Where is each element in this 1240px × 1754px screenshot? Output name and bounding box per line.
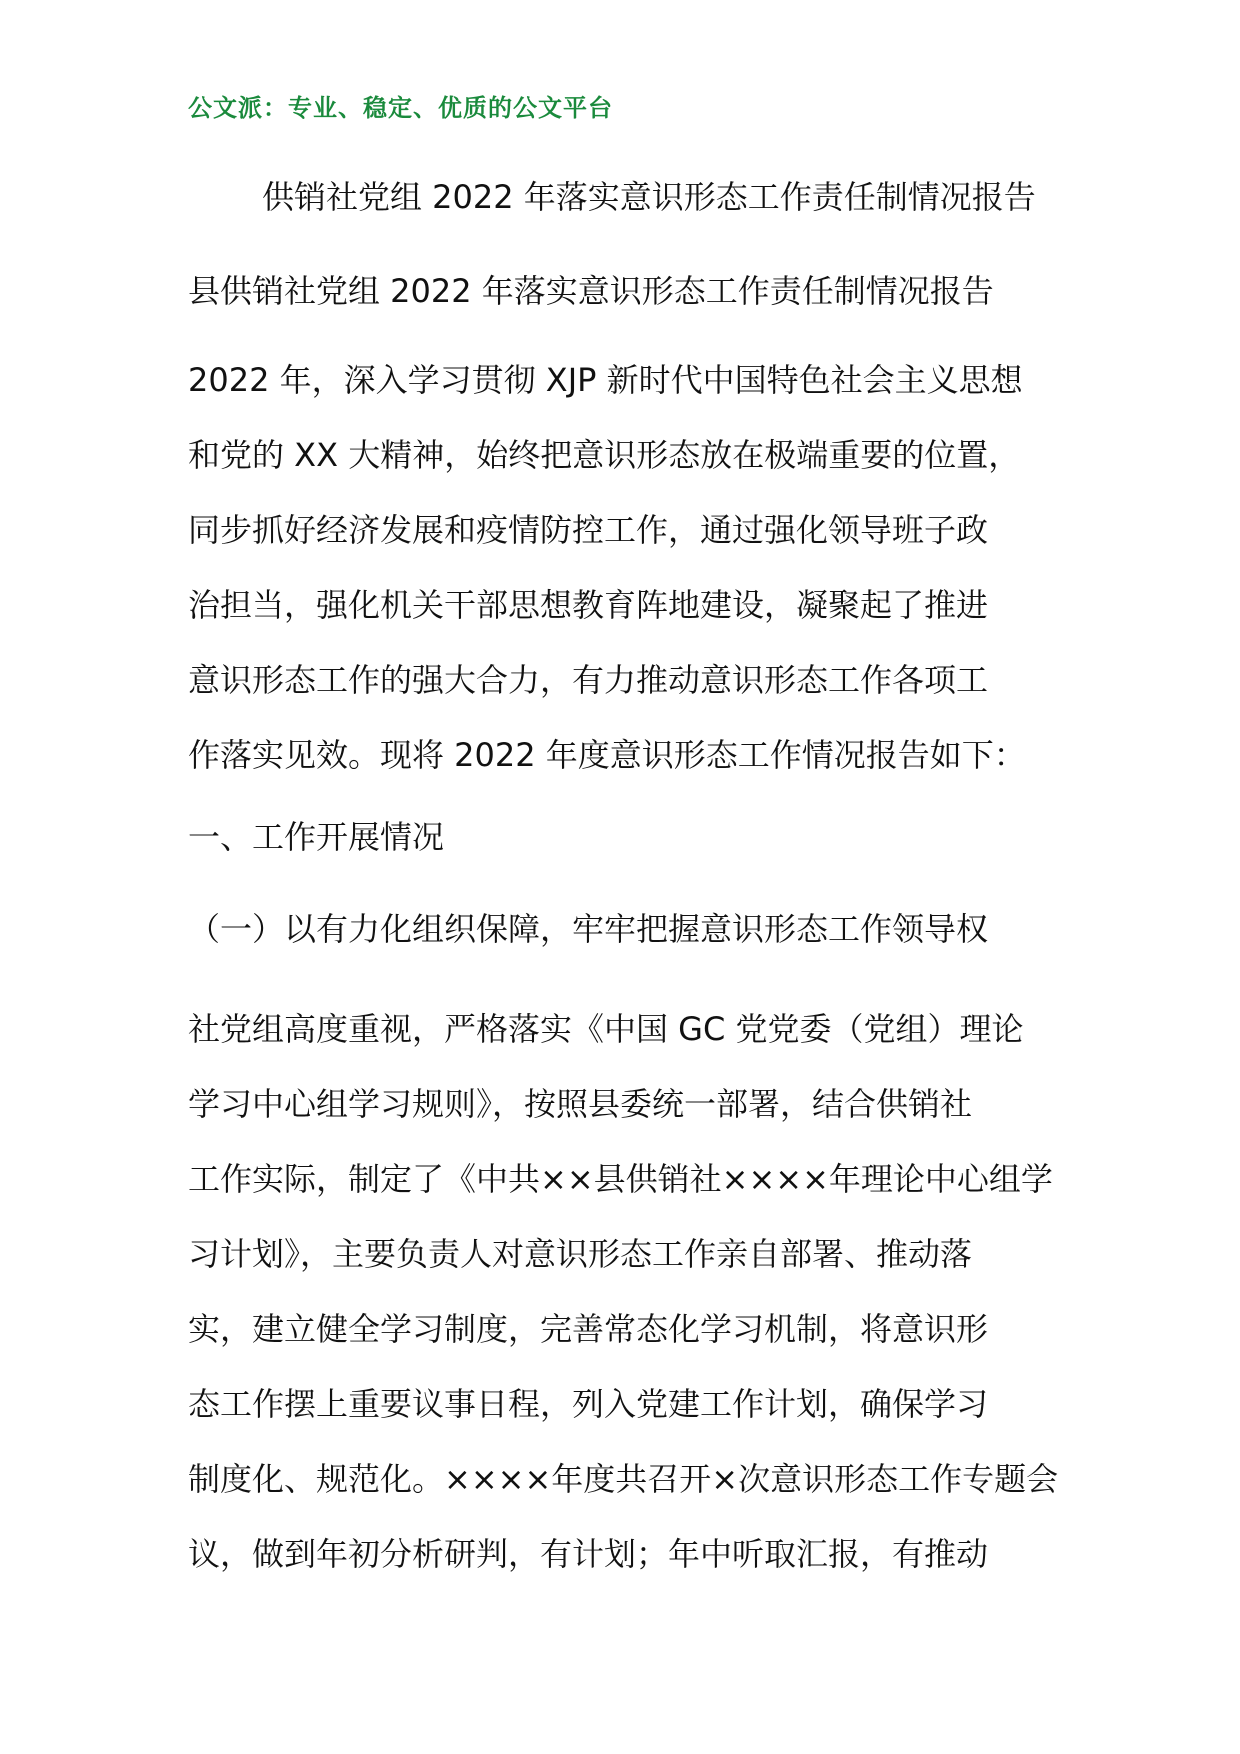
paragraph-intro (188, 343, 1068, 793)
paragraph-line: 社党组高度重视，严格落实《中国 GC 党党委（党组）理论 (188, 1010, 1024, 1048)
paragraph-line: 习计划》，主要负责人对意识形态工作亲自部署、推动落 (188, 1235, 973, 1273)
paragraph-line: 和党的 XX 大精神，始终把意识形态放在极端重要的位置， (188, 436, 1021, 474)
document-subtitle: 县供销社党组 2022 年落实意识形态工作责任制情况报告 (188, 272, 994, 310)
paragraph-line: 治担当，强化机关干部思想教育阵地建设，凝聚起了推进 (188, 586, 989, 624)
paragraph-line: 意识形态工作的强大合力，有力推动意识形态工作各项工 (188, 661, 989, 699)
paragraph-line: 议，做到年初分析研判，有计划；年中听取汇报，有推动 (188, 1535, 989, 1573)
paragraph-organization (188, 992, 1068, 1592)
paragraph-line: 2022 年，深入学习贯彻 XJP 新时代中国特色社会主义思想 (188, 361, 1023, 399)
document-title: 供销社党组 2022 年落实意识形态工作责任制情况报告 (262, 178, 1036, 216)
section-heading (188, 800, 1068, 875)
subsection-heading (188, 892, 1068, 967)
paragraph-line: 同步抓好经济发展和疫情防控工作，通过强化领导班子政 (188, 511, 989, 549)
section-heading-text: 一、工作开展情况 (188, 818, 445, 856)
paragraph-line: 工作实际，制定了《中共××县供销社××××年理论中心组学 (188, 1160, 1053, 1198)
brand-header: 公文派：专业、稳定、优质的公文平台 (188, 94, 613, 122)
paragraph-line: 学习中心组学习规则》，按照县委统一部署，结合供销社 (188, 1085, 973, 1123)
paragraph-line: 态工作摆上重要议事日程，列入党建工作计划，确保学习 (188, 1385, 989, 1423)
paragraph-line: 制度化、规范化。××××年度共召开×次意识形态工作专题会 (188, 1460, 1059, 1498)
paragraph-line: 作落实见效。现将 2022 年度意识形态工作情况报告如下： (188, 736, 1026, 774)
paragraph-line: 实，建立健全学习制度，完善常态化学习机制，将意识形 (188, 1310, 989, 1348)
subsection-heading-text: （一）以有力化组织保障，牢牢把握意识形态工作领导权 (188, 910, 989, 948)
